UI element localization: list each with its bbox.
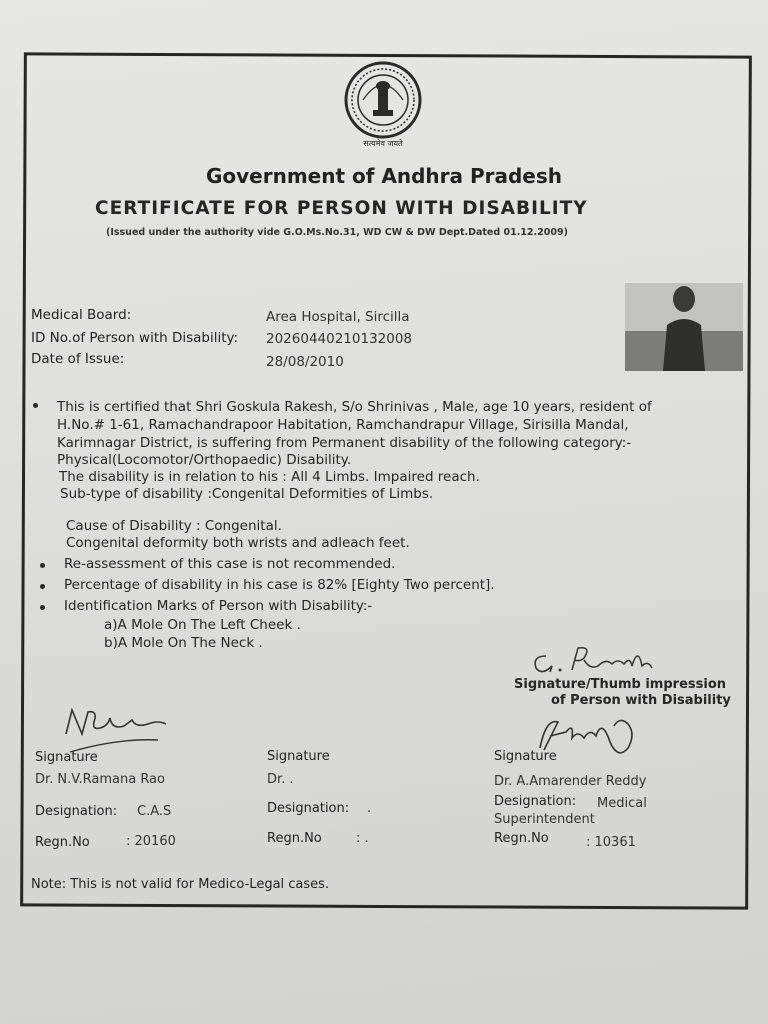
- designation-label-3: Designation:: [494, 794, 577, 809]
- id-value: 20260440210132008: [266, 331, 413, 347]
- reassessment-text: Re-assessment of this case is not recommended.: [64, 556, 396, 572]
- signatory-name-3: Dr. A.Amarender Reddy: [494, 774, 647, 789]
- regn-label-2: Regn.No: [267, 831, 322, 846]
- bullet: [40, 605, 45, 610]
- signature-label-1: Signature: [35, 750, 98, 765]
- person-signature-handwritten: [528, 640, 658, 682]
- identification-mark-2: b)A Mole On The Neck .: [104, 635, 263, 651]
- medical-board-label: Medical Board:: [31, 307, 132, 323]
- legal-note: Note: This is not valid for Medico-Legal cases.: [31, 877, 330, 892]
- designation-value-3: Medical: [597, 796, 647, 811]
- regn-value-3: : 10361: [586, 835, 636, 850]
- certificate-title: CERTIFICATE FOR PERSON WITH DISABILITY: [95, 198, 588, 219]
- designation-value-2: .: [367, 801, 372, 816]
- government-title: Government of Andhra Pradesh: [205, 164, 563, 188]
- designation-label-1: Designation:: [35, 804, 118, 819]
- identification-mark-1: a)A Mole On The Left Cheek .: [104, 617, 301, 633]
- certification-line-6: Sub-type of disability :Congenital Deformities of Limbs.: [60, 486, 434, 502]
- certification-line-2: H.No.# 1-61, Ramachandrapoor Habitation, Ramchandrapur Village, Sirisilla Mandal,: [57, 417, 629, 433]
- person-signature-label-1: Signature/Thumb impression: [514, 677, 727, 692]
- cause-line-1: Cause of Disability : Congenital.: [66, 518, 282, 534]
- date-value: 28/08/2010: [266, 354, 344, 370]
- signatory-name-2: Dr. .: [267, 772, 294, 787]
- regn-value-1: : 20160: [126, 834, 176, 849]
- designation-label-2: Designation:: [267, 801, 350, 816]
- identification-heading: Identification Marks of Person with Disability:-: [64, 598, 373, 614]
- signature-label-2: Signature: [267, 749, 330, 764]
- issued-authority: (Issued under the authority vide G.O.Ms.No.31, WD CW & DW Dept.Dated 01.12.2009): [106, 227, 568, 238]
- certification-line-4: Physical(Locomotor/Orthopaedic) Disability.: [57, 452, 352, 468]
- bullet: [40, 563, 45, 568]
- designation-value-3b: Superintendent: [494, 812, 595, 827]
- signature-label-3: Signature: [494, 749, 557, 764]
- medical-board-value: Area Hospital, Sircilla: [266, 309, 410, 325]
- id-label: ID No.of Person with Disability:: [31, 330, 239, 346]
- date-label: Date of Issue:: [31, 351, 125, 367]
- bullet: [40, 584, 45, 589]
- person-signature-label-2: of Person with Disability: [551, 693, 731, 708]
- regn-value-2: : .: [356, 831, 369, 846]
- emblem-motto: सत्यमेव जयते: [363, 139, 403, 148]
- person-photo: [625, 283, 743, 371]
- regn-label-1: Regn.No: [35, 835, 90, 850]
- certification-line-3: Karimnagar District, is suffering from Permanent disability of the following category:-: [57, 435, 632, 451]
- percentage-text: Percentage of disability in his case is 82% [Eighty Two percent].: [64, 577, 495, 593]
- certification-line-1: This is certified that Shri Goskula Rakesh, S/o Shrinivas , Male, age 10 years, resident of: [57, 399, 652, 415]
- regn-label-3: Regn.No: [494, 831, 549, 846]
- cause-line-2: Congenital deformity both wrists and adleach feet.: [66, 535, 410, 551]
- bullet: [33, 403, 38, 408]
- designation-value-1: C.A.S: [137, 804, 172, 819]
- certification-line-5: The disability is in relation to his : All 4 Limbs. Impaired reach.: [59, 469, 480, 485]
- government-emblem-icon: [343, 60, 423, 150]
- signatory-name-1: Dr. N.V.Ramana Rao: [35, 772, 165, 787]
